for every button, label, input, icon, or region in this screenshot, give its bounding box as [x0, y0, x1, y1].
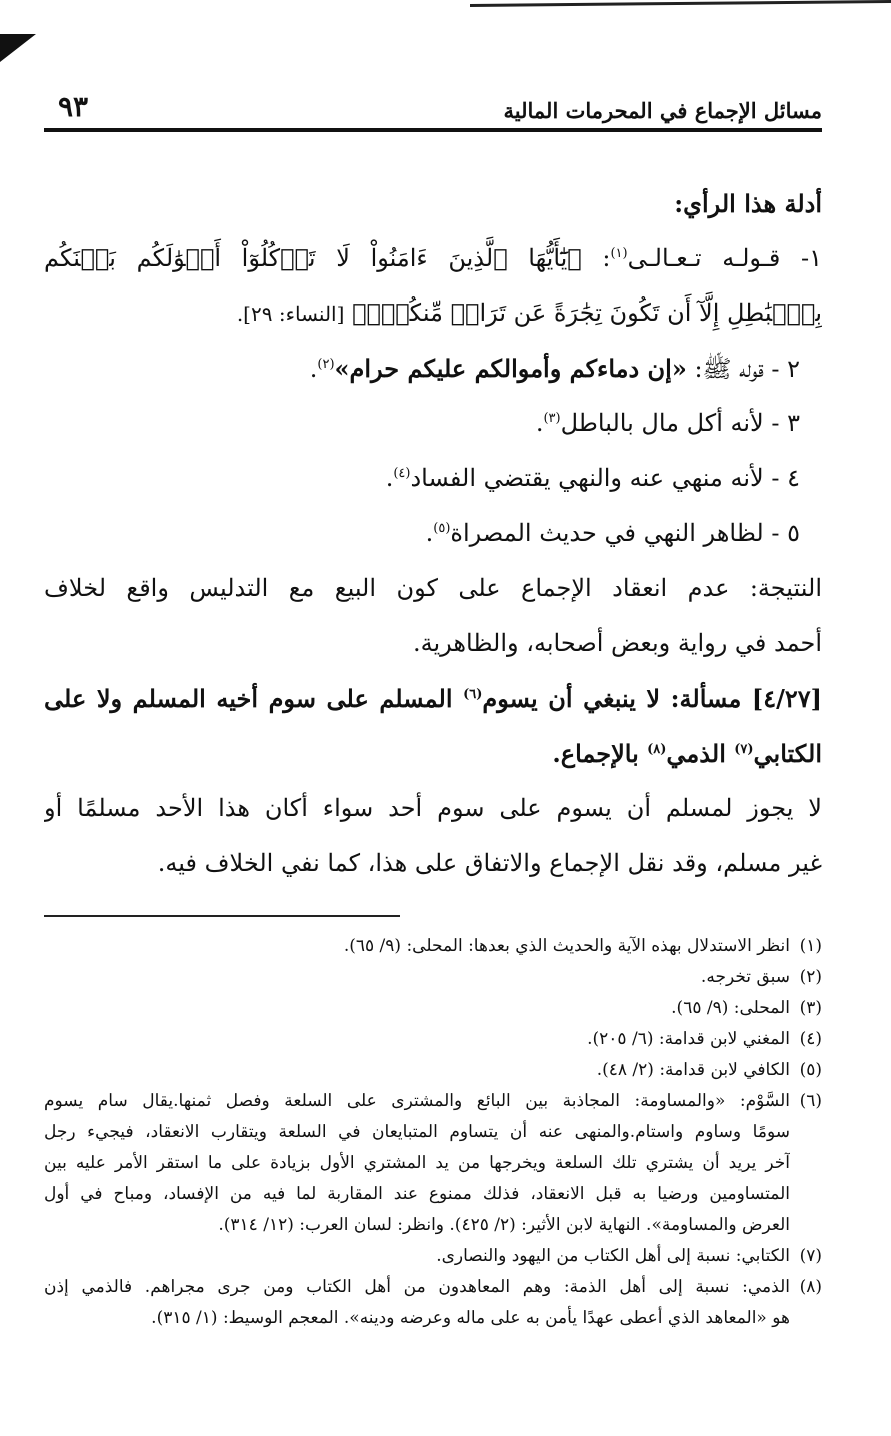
evidence-1-intro: ١- قـولـه تـعـالـى [627, 244, 822, 272]
issue-title-part-5: بالإجماع. [552, 739, 648, 768]
footnote-ref-3[interactable]: (٣) [543, 411, 561, 426]
footnote-line: آخر يريد أن يشتري تلك السلعة ويخرجها من يد المشتري الأول بزيادة على ما استقر الأمر عليه بين [44, 1153, 790, 1173]
footnote-body [44, 1241, 790, 1272]
evidence-5-text: ٥ - لظاهر النهي في حديث المصراة [450, 519, 800, 547]
evidence-5-end: . [425, 519, 434, 547]
evidence-2-end: . [309, 355, 318, 383]
corner-fold-shadow [0, 34, 36, 62]
footnote-item [44, 1086, 822, 1241]
footnote-body [44, 993, 790, 1024]
footnote-number: (٤) [799, 1029, 822, 1049]
footnote-body [44, 931, 790, 962]
evidence-3-end: . [535, 409, 544, 437]
section-heading [44, 176, 822, 231]
issue-title-part-4: الذمي [666, 739, 735, 768]
footnote-number: (١) [799, 936, 822, 956]
issue-title-part-3: الكتابي [753, 739, 822, 768]
issue-title-part-1: [٤/٢٧] مسألة: لا ينبغي أن يسوم [482, 684, 822, 713]
evidence-4-end: . [385, 464, 394, 492]
footnote-ref-2[interactable]: (٢) [317, 357, 335, 372]
footnote-ref-1[interactable]: (١) [610, 246, 628, 261]
footnote-number: (٥) [799, 1060, 822, 1080]
result-line-1 [44, 561, 822, 616]
footnote-line: المتساومين ورضيا به قبل الانعقاد، فذلك ممنوع عند المقاربة لما فيه من الإفساد، ومباح في أول [44, 1184, 790, 1204]
evidence-2-intro: ٢ - قوله ﷺ: [686, 355, 800, 383]
footnote-number: (٧) [799, 1246, 822, 1266]
hadith-text: «إن دماءكم وأموالكم عليكم حرام» [334, 354, 687, 383]
footnote-line: السَّوْم: «والمساومة: المجاذبة بين البائع والمشترى على السلعة وفصل ثمنها.يقال سام يسوم [44, 1091, 790, 1111]
result-text-2: أحمد في رواية وبعض أصحابه، والظاهرية. [412, 629, 822, 657]
page-number: ٩٣ [58, 90, 89, 123]
footnote-line: انظر الاستدلال بهذه الآية والحديث الذي بعدها: المحلى: (٩/ ٦٥). [343, 936, 790, 956]
evidence-2 [44, 341, 822, 396]
footnote-ref-6[interactable]: (٦) [463, 687, 483, 702]
ruling-text-2: غير مسلم، وقد نقل الإجماع والاتفاق على هذا، كما نفي الخلاف فيه. [157, 849, 822, 877]
evidence-4-text: ٤ - لأنه منهي عنه والنهي يقتضي الفساد [410, 464, 800, 492]
footnote-body [44, 1086, 790, 1241]
top-edge-shadow [470, 0, 891, 7]
main-text [44, 176, 822, 891]
footnote-line: المحلى: (٩/ ٦٥). [671, 998, 790, 1018]
footnote-line: العرض والمساومة». النهاية لابن الأثير: (٢/ ٤٢٥). وانظر: لسان العرب: (١٢/ ٣١٤). [218, 1215, 790, 1235]
footnote-item [44, 962, 822, 993]
footnote-number: (٨) [799, 1277, 822, 1297]
evidence-3-text: ٣ - لأنه أكل مال بالباطل [560, 409, 800, 437]
running-title: مسائل الإجماع في المحرمات المالية [503, 98, 822, 123]
heading-text: أدلة هذا الرأي: [674, 189, 822, 218]
footnote-item [44, 1272, 822, 1334]
footnote-number: (٢) [799, 967, 822, 987]
evidence-4 [44, 451, 822, 506]
footnote-body [44, 1272, 790, 1334]
footnote-body [44, 962, 790, 993]
footnote-ref-7[interactable]: (٧) [734, 742, 754, 757]
book-page [44, 84, 822, 1334]
verse-reference: [النساء: ٢٩]. [236, 302, 345, 326]
footnote-line: الكافي لابن قدامة: (٢/ ٤٨). [596, 1060, 790, 1080]
footnote-ref-8[interactable]: (٨) [647, 742, 667, 757]
footnote-line: الكتابي: نسبة إلى أهل الكتاب من اليهود والنصارى. [436, 1246, 790, 1266]
quran-verse-part-2: بِٱلۡبَٰطِلِ إِلَّآ أَن تَكُونَ تِجَٰرَةً عَن تَرَاضٖ مِّنكُمۡۚ﴾ [352, 299, 822, 327]
quran-verse-part-1: : ﴿يَٰٓأَيُّهَا ٱلَّذِينَ ءَامَنُواْ لَا تَأۡكُلُوٓاْ أَمۡوَٰلَكُم بَيۡنَكُم [44, 244, 611, 272]
footnotes-section [44, 931, 822, 1334]
footnote-line: هو «المعاهد الذي أعطى عهدًا يأمن به على ماله وعرضه ودينه». المعجم الوسيط: (١/ ٣١٥). [151, 1308, 790, 1328]
page-header [44, 84, 822, 132]
footnote-line: سومًا وساوم واستام.والمنهى عنه أن يتساوم المتبايعان في السلعة ويتقارب الانعقاد، فيجيء رجل [44, 1122, 790, 1142]
footnote-body [44, 1055, 790, 1086]
result-text-1: النتيجة: عدم انعقاد الإجماع على كون البيع مع التدليس واقع لخلاف [44, 574, 822, 602]
ruling-line-2 [44, 836, 822, 891]
evidence-5 [44, 506, 822, 561]
evidence-1-line-2 [44, 286, 822, 341]
footnote-item [44, 1055, 822, 1086]
footnote-body [44, 1024, 790, 1055]
issue-title-line-1 [44, 671, 822, 726]
footnote-line: الذمي: نسبة إلى أهل الذمة: وهم المعاهدون من أهل الكتاب ومن جرى مجراهم. فالذمي إذن [44, 1277, 790, 1297]
footnote-item [44, 931, 822, 962]
footnote-separator [44, 915, 400, 917]
footnote-item [44, 993, 822, 1024]
footnote-number: (٦) [799, 1091, 822, 1111]
footnote-line: سبق تخرجه. [700, 967, 790, 987]
footnote-item [44, 1241, 822, 1272]
footnote-line: المغني لابن قدامة: (٦/ ٢٠٥). [587, 1029, 790, 1049]
footnote-number: (٣) [799, 998, 822, 1018]
evidence-3 [44, 396, 822, 451]
footnote-ref-5[interactable]: (٥) [433, 521, 451, 536]
evidence-1-line-1 [44, 231, 822, 286]
footnote-ref-4[interactable]: (٤) [393, 466, 411, 481]
header-rule [44, 128, 822, 132]
ruling-text-1: لا يجوز لمسلم أن يسوم على سوم أحد سواء أكان هذا الأحد مسلمًا أو [44, 794, 822, 822]
issue-title-line-2 [44, 726, 822, 781]
footnote-item [44, 1024, 822, 1055]
result-line-2 [44, 616, 822, 671]
ruling-line-1 [44, 781, 822, 836]
issue-title-part-2: المسلم على سوم أخيه المسلم ولا على [44, 684, 464, 713]
